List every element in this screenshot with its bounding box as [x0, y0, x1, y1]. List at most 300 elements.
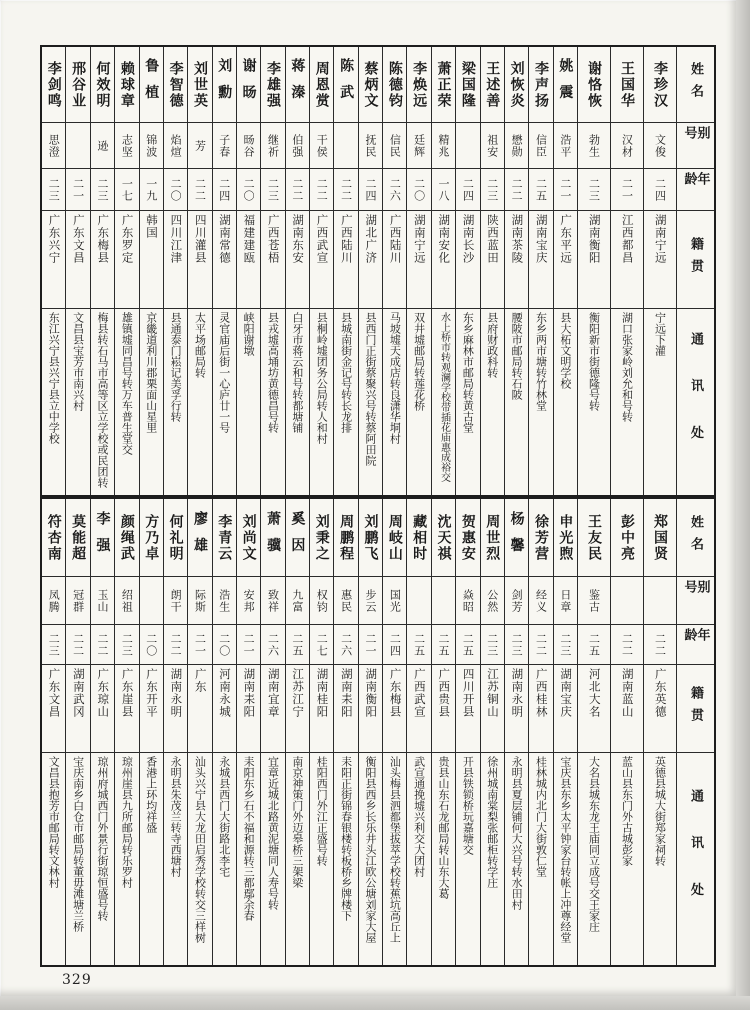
person-contact: 英德县城大街郑家祠转 [653, 756, 667, 866]
person-alias: 精兆 [432, 123, 455, 169]
person-name: 蒋溱 [286, 47, 309, 123]
person-contact: 水上桥市转观澜学校带插花庙惠成裕交 [438, 312, 450, 482]
person-alias: 旸谷 [237, 123, 260, 169]
person-native: 河北大名 [578, 665, 610, 753]
person-contact: 蓝山县东门外古城彭家 [620, 756, 634, 866]
person-age: 二二 [286, 169, 309, 211]
person-name: 鲁植 [140, 47, 163, 123]
header-native: 籍贯 [677, 665, 714, 753]
person-age: 二二 [505, 169, 528, 211]
person-native: 四川灌县 [188, 211, 211, 309]
person-contact: 贵县山东石龙邮局转山东大葛 [437, 756, 451, 899]
person-column [383, 47, 407, 495]
person-contact: 文昌县宝芳市南兴村 [71, 312, 85, 411]
person-alias: 廷辉 [407, 123, 430, 169]
person-alias: 志坚 [115, 123, 138, 169]
person-alias [432, 577, 455, 625]
person-name: 刘勳 [213, 47, 236, 123]
person-name: 彭中亮 [611, 499, 643, 577]
person-name: 颜绳武 [115, 499, 138, 577]
person-column [554, 47, 578, 495]
person-alias: 九富 [286, 577, 309, 625]
person-name: 申光煦 [554, 499, 577, 577]
person-age: 一八 [432, 169, 455, 211]
person-contact: 衡阳县西乡长乐井头江欧公塘刘家大屋 [363, 756, 377, 943]
person-age: 二五 [529, 169, 552, 211]
header-column [677, 47, 714, 495]
person-native: 江苏江宁 [286, 665, 309, 753]
person-native: 广东崖县 [115, 665, 138, 753]
person-age: 二三 [578, 169, 610, 211]
person-name: 方乃卓 [140, 499, 163, 577]
person-name: 李剑鸣 [42, 47, 65, 123]
person-age: 二一 [237, 625, 260, 665]
person-alias: 际斯 [188, 577, 211, 625]
scan-edge-right [736, 0, 750, 1010]
person-column [334, 499, 358, 965]
person-name: 李焕远 [407, 47, 430, 123]
person-contact: 永城县西门大街路北李宅 [217, 756, 231, 877]
person-name: 李雄强 [261, 47, 284, 123]
scan-edge-bottom [0, 996, 750, 1010]
person-alias: 剑芳 [505, 577, 528, 625]
person-contact: 大名县城东龙王庙同立成号交王家庄 [587, 756, 601, 932]
person-age: 二五 [432, 625, 455, 665]
person-age: 二一 [554, 169, 577, 211]
person-native: 广西苍梧 [261, 211, 284, 309]
person-column [188, 47, 212, 495]
person-native: 广西贵县 [432, 665, 455, 753]
person-age: 二四 [644, 169, 676, 211]
person-native: 江西都昌 [611, 211, 643, 309]
person-age: 二二 [644, 625, 676, 665]
person-contact: 雄镇墟同昌号转万车普生堂交 [120, 312, 134, 455]
person-name: 李声扬 [529, 47, 552, 123]
header-contact: 通讯处 [688, 331, 703, 473]
person-column [505, 47, 529, 495]
person-name: 奚因 [286, 499, 309, 577]
person-alias: 懋勋 [505, 123, 528, 169]
person-name: 莫能超 [66, 499, 89, 577]
header-name: 姓名 [677, 47, 714, 123]
person-native: 广西陆川 [334, 211, 357, 309]
person-column [66, 499, 90, 965]
person-age: 二〇 [213, 625, 236, 665]
person-age: 二一 [359, 625, 382, 665]
person-column [644, 47, 677, 495]
person-native: 湖南宜章 [261, 665, 284, 753]
person-contact: 东乡两市塘转竹林堂 [534, 312, 548, 411]
person-age: 二四 [213, 169, 236, 211]
person-age: 二五 [407, 625, 430, 665]
person-contact: 马坡墟天成店转良潇华垌村 [388, 312, 402, 444]
header-alias: 别号 [677, 123, 714, 169]
person-column [359, 499, 383, 965]
person-name: 王国华 [611, 47, 643, 123]
person-alias: 逊 [91, 123, 114, 169]
person-column [432, 47, 456, 495]
person-column [611, 499, 644, 965]
person-column [91, 499, 115, 965]
person-alias [644, 577, 676, 625]
person-name: 刘恢炎 [505, 47, 528, 123]
person-name: 蔡炳文 [359, 47, 382, 123]
person-alias [140, 577, 163, 625]
person-age: 二二 [611, 625, 643, 665]
person-native: 广东英德 [644, 665, 676, 753]
person-alias: 鉴古 [578, 577, 610, 625]
person-column [505, 499, 529, 965]
person-column [310, 499, 334, 965]
person-age: 二七 [310, 625, 333, 665]
person-contact: 耒阳东乡石不福和源转三都鄢余春 [242, 756, 256, 921]
person-column [91, 47, 115, 495]
person-name: 周恩赏 [310, 47, 333, 123]
header-native: 籍贯 [677, 211, 714, 309]
person-age: 二二 [91, 625, 114, 665]
person-alias: 思澄 [42, 123, 65, 169]
person-alias: 祖安 [481, 123, 504, 169]
person-alias [407, 577, 430, 625]
person-contact: 宝庆南乡白仓市邮局转董毋滩塘兰桥 [71, 756, 85, 932]
person-alias [66, 123, 89, 169]
person-contact: 文昌县抱芳市邮局转文林村 [47, 756, 61, 888]
person-name: 陈武 [334, 47, 357, 123]
person-native: 湖南宝庆 [529, 211, 552, 309]
person-column [611, 47, 644, 495]
person-native: 湖南蓝山 [611, 665, 643, 753]
person-column [359, 47, 383, 495]
person-contact: 开县铁锁桥玩嘉塘交 [461, 756, 475, 855]
person-column [286, 499, 310, 965]
person-column [115, 499, 139, 965]
person-native: 湖南宝庆 [554, 665, 577, 753]
person-name: 陈德钧 [383, 47, 406, 123]
person-name: 谢旸 [237, 47, 260, 123]
person-contact: 县通泰门崧记美孚行转 [169, 312, 183, 422]
person-alias: 信臣 [529, 123, 552, 169]
person-contact: 县桐岭墟团务公局转人和村 [315, 312, 329, 444]
person-contact: 县城南街金记号转长龙排 [339, 312, 353, 433]
person-contact: 琼州崖县九所邮局转乐罗村 [120, 756, 134, 888]
person-contact: 琼州府城西门外景行街琼恒盛号转 [96, 756, 109, 921]
person-name: 刘世英 [188, 47, 211, 123]
person-contact: 县府财政科转 [485, 312, 499, 378]
person-age: 二〇 [140, 625, 163, 665]
person-contact: 灵官庙后街一心庐廿一号 [217, 312, 231, 433]
person-alias: 朗干 [164, 577, 187, 625]
person-alias: 惠民 [334, 577, 357, 625]
person-alias: 冠群 [66, 577, 89, 625]
person-column [42, 47, 66, 495]
person-alias: 勃生 [578, 123, 610, 169]
person-alias: 文俊 [644, 123, 676, 169]
person-alias: 经义 [529, 577, 552, 625]
roster-table-top [40, 45, 716, 497]
person-age: 二二 [310, 169, 333, 211]
person-native: 四川江津 [164, 211, 187, 309]
person-name: 沈天祺 [432, 499, 455, 577]
person-native: 湖南桂阳 [310, 665, 333, 753]
person-alias: 信民 [383, 123, 406, 169]
person-column [237, 47, 261, 495]
person-age: 二一 [611, 169, 643, 211]
person-age: 二五 [578, 625, 610, 665]
person-age: 二四 [383, 625, 406, 665]
person-age: 二三 [115, 625, 138, 665]
person-native: 湖南宁远 [644, 211, 676, 309]
person-contact: 桂林城内北门大街敦仁堂 [534, 756, 548, 877]
person-contact: 腰陂市邮局转石陂 [510, 312, 524, 400]
person-contact: 梅县转石马市高等区立学校或民团转 [96, 312, 109, 488]
person-column [383, 499, 407, 965]
person-age: 二〇 [164, 169, 187, 211]
person-column [115, 47, 139, 495]
person-column [66, 47, 90, 495]
person-name: 谢恪恢 [578, 47, 610, 123]
person-column [188, 499, 212, 965]
person-alias: 干侯 [310, 123, 333, 169]
person-native: 广东梅县 [91, 211, 114, 309]
person-name: 萧骥 [261, 499, 284, 577]
person-name: 王述善 [481, 47, 504, 123]
person-native: 广西武宣 [407, 665, 430, 753]
person-column [456, 47, 480, 495]
person-age: 一七 [115, 169, 138, 211]
person-alias [611, 577, 643, 625]
person-native: 广东平远 [554, 211, 577, 309]
person-contact: 桂阳西门外江正盛号转 [315, 756, 329, 866]
person-native: 湖南耒阳 [237, 665, 260, 753]
person-native: 河南永城 [213, 665, 236, 753]
person-native: 湖南茶陵 [505, 211, 528, 309]
person-column [140, 47, 164, 495]
header-contact: 通讯处 [688, 788, 703, 930]
person-native: 湖南常德 [213, 211, 236, 309]
person-name: 廖雄 [188, 499, 211, 577]
person-contact: 汕头兴宁县大龙田启秀学校转交三样树 [193, 756, 207, 943]
person-column [310, 47, 334, 495]
person-column [286, 47, 310, 495]
person-age: 二三 [91, 169, 114, 211]
person-contact: 耒阳正街锦春银楼转板桥乡牌楼下 [339, 756, 353, 921]
person-column [261, 499, 285, 965]
person-age: 二二 [66, 625, 89, 665]
person-age: 二三 [42, 169, 65, 211]
person-alias: 国光 [383, 577, 406, 625]
header-age: 年龄 [677, 625, 714, 665]
person-contact: 徐州城南棠梨张邮柜转学庄 [485, 756, 499, 888]
person-contact: 东江兴宁县兴宁县立中学校 [47, 312, 61, 444]
person-column [432, 499, 456, 965]
person-name: 李智德 [164, 47, 187, 123]
person-name: 李强 [91, 499, 114, 577]
person-name: 李青云 [213, 499, 236, 577]
person-native: 湖南安化 [432, 211, 455, 309]
person-native: 湖南衡阳 [359, 665, 382, 753]
person-native: 韩国 [140, 211, 163, 309]
person-name: 藏相时 [407, 499, 430, 577]
person-alias: 芳 [188, 123, 211, 169]
person-alias: 焱昭 [456, 577, 479, 625]
person-contact: 汕头梅县泗都堡拔萃学校转蕉坑高丘上 [388, 756, 402, 943]
person-age: 二六 [383, 169, 406, 211]
person-contact: 东乡麻林市邮局转黄古堂 [461, 312, 475, 433]
person-column [407, 47, 431, 495]
header-name: 姓名 [677, 499, 714, 577]
person-native: 湖北广济 [359, 211, 382, 309]
person-native: 湖南耒阳 [334, 665, 357, 753]
person-column [481, 47, 505, 495]
person-age: 二六 [261, 625, 284, 665]
person-native: 江苏铜山 [481, 665, 504, 753]
page-number: 329 [62, 972, 92, 988]
person-name: 梁国隆 [456, 47, 479, 123]
person-age: 二三 [505, 625, 528, 665]
person-contact: 双井墟邮局转莲花桥 [412, 312, 426, 411]
person-column [407, 499, 431, 965]
person-age: 二六 [334, 625, 357, 665]
person-name: 周世烈 [481, 499, 504, 577]
person-native: 福建建瓯 [237, 211, 260, 309]
person-contact: 县大柘文明学校 [558, 312, 572, 389]
person-native: 湖南东安 [286, 211, 309, 309]
person-column [578, 499, 611, 965]
person-alias: 绍祖 [115, 577, 138, 625]
person-alias: 继祈 [261, 123, 284, 169]
person-native: 四川开县 [456, 665, 479, 753]
person-age: 二五 [456, 625, 479, 665]
person-native: 湖南长沙 [456, 211, 479, 309]
person-name: 杨馨 [505, 499, 528, 577]
person-name: 周岐山 [383, 499, 406, 577]
person-alias: 子春 [213, 123, 236, 169]
person-alias [456, 123, 479, 169]
person-native: 广东文昌 [66, 211, 89, 309]
person-alias: 浩生 [213, 577, 236, 625]
person-contact: 宁远下灌 [653, 312, 667, 356]
person-contact: 宜章近城北路黄泥塘同人寿号转 [266, 756, 280, 910]
person-alias: 日章 [554, 577, 577, 625]
person-alias: 致祥 [261, 577, 284, 625]
person-contact: 宝庆县东乡太平钟家台转帐上冲尊经堂 [558, 756, 572, 943]
person-age: 二三 [42, 625, 65, 665]
person-contact: 湖口张家岭刘允和号转 [620, 312, 634, 422]
person-age: 二〇 [407, 169, 430, 211]
person-alias: 伯强 [286, 123, 309, 169]
person-age: 二一 [66, 169, 89, 211]
person-name: 徐芳营 [529, 499, 552, 577]
person-alias: 抚民 [359, 123, 382, 169]
person-name: 郑国贤 [644, 499, 676, 577]
person-native: 广西陆川 [383, 211, 406, 309]
person-name: 刘尚文 [237, 499, 260, 577]
person-native: 广西武宣 [310, 211, 333, 309]
person-name: 赖球章 [115, 47, 138, 123]
person-age: 二二 [334, 169, 357, 211]
person-contact: 南京神策门外迈皋桥三架梁 [290, 756, 304, 888]
person-alias [334, 123, 357, 169]
person-native: 湖南衡阳 [578, 211, 610, 309]
person-name: 何效明 [91, 47, 114, 123]
person-native: 湖南永明 [505, 665, 528, 753]
person-column [578, 47, 611, 495]
person-name: 何礼明 [164, 499, 187, 577]
person-native: 湖南宁远 [407, 211, 430, 309]
header-column [677, 499, 714, 965]
person-contact: 县西门正街蔡聚兴号转蔡阿田院 [363, 312, 377, 466]
person-alias: 汉材 [611, 123, 643, 169]
person-age: 二四 [456, 169, 479, 211]
person-alias: 玉山 [91, 577, 114, 625]
person-contact: 永明县夏层铺何大兴号转水田村 [510, 756, 524, 910]
person-column [456, 499, 480, 965]
person-native: 广东开平 [140, 665, 163, 753]
person-native: 广东琼山 [91, 665, 114, 753]
person-name: 贺惠安 [456, 499, 479, 577]
person-native: 广西桂林 [529, 665, 552, 753]
person-native: 湖南永明 [164, 665, 187, 753]
person-column [529, 47, 553, 495]
person-native: 广东梅县 [383, 665, 406, 753]
person-name: 邢谷业 [66, 47, 89, 123]
roster-table-bottom [40, 497, 716, 967]
person-age: 二二 [188, 169, 211, 211]
person-name: 李珍汉 [644, 47, 676, 123]
person-native: 广东文昌 [42, 665, 65, 753]
person-name: 王友民 [578, 499, 610, 577]
person-age: 二三 [261, 169, 284, 211]
person-column [481, 499, 505, 965]
person-age: 一九 [140, 169, 163, 211]
person-native: 广东兴宁 [42, 211, 65, 309]
person-column [529, 499, 553, 965]
person-age: 二三 [481, 625, 504, 665]
person-alias: 凤腾 [42, 577, 65, 625]
person-column [644, 499, 677, 965]
person-name: 姚震 [554, 47, 577, 123]
person-contact: 香港上环均祥盛 [144, 756, 158, 833]
person-age: 二三 [481, 169, 504, 211]
person-age: 二一 [188, 625, 211, 665]
header-alias: 别号 [677, 577, 714, 625]
header-age: 年龄 [677, 169, 714, 211]
person-column [213, 499, 237, 965]
person-column [164, 47, 188, 495]
person-alias: 公然 [481, 577, 504, 625]
person-name: 符杏南 [42, 499, 65, 577]
person-contact: 武宣通挽墟兴利交大团村 [412, 756, 426, 877]
person-contact: 白牙市蒋云和号转都塘铺 [290, 312, 304, 433]
person-name: 萧正荣 [432, 47, 455, 123]
person-contact: 县戎墟高埇坊黄德昌号转 [266, 312, 280, 433]
person-alias: 浩平 [554, 123, 577, 169]
person-column [237, 499, 261, 965]
person-alias: 权钧 [310, 577, 333, 625]
person-contact: 永明县朱茂兰转寺西塘村 [169, 756, 183, 877]
person-native: 湖南武冈 [66, 665, 89, 753]
person-column [554, 499, 578, 965]
person-alias: 安邦 [237, 577, 260, 625]
person-column [140, 499, 164, 965]
person-column [42, 499, 66, 965]
person-alias: 焰煊 [164, 123, 187, 169]
person-alias: 锦波 [140, 123, 163, 169]
person-column [213, 47, 237, 495]
person-column [334, 47, 358, 495]
person-native: 陕西蓝田 [481, 211, 504, 309]
person-age: 二二 [164, 625, 187, 665]
